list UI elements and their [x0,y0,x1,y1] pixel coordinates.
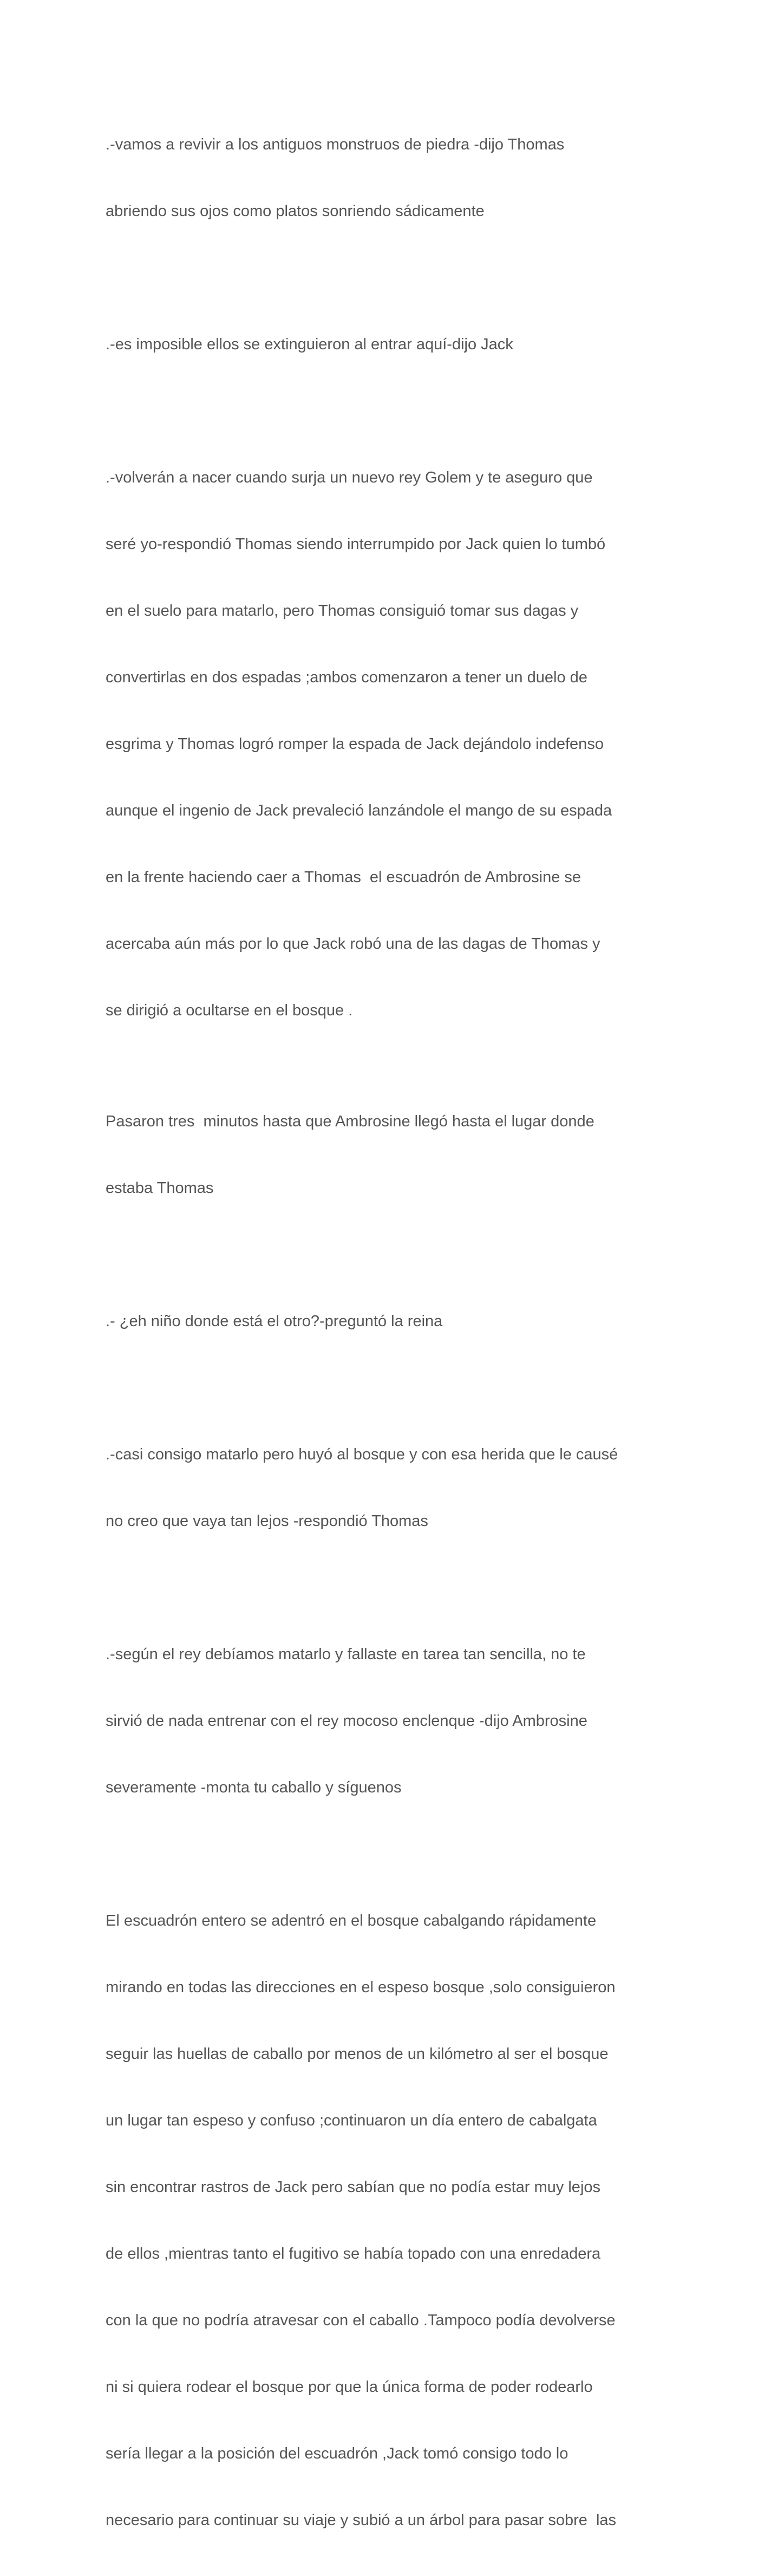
text-line: no creo que vaya tan lejos -respondió Thomas [106,1512,428,1530]
text-line: de ellos ,mientras tanto el fugitivo se había topado con una enredadera [106,2245,601,2262]
paragraph-7 [106,1599,663,1843]
text-line: Pasaron tres minutos hasta que Ambrosine llegó hasta el lugar donde [106,1113,594,1130]
text-line: .-vamos a revivir a los antiguos monstruos de piedra -dijo Thomas [106,136,565,153]
text-line: .-volverán a nacer cuando surja un nuevo rey Golem y te aseguro que [106,469,593,486]
text-line: estaba Thomas [106,1179,214,1197]
text-line: .-según el rey debíamos matarlo y fallaste en tarea tan sencilla, no te [106,1646,586,1663]
text-line: .- ¿eh niño donde está el otro?-preguntó la reina [106,1313,443,1330]
paragraph-1 [106,89,663,267]
text-line: .-es imposible ellos se extinguieron al entrar aquí-dijo Jack [106,336,513,353]
text-line: convertirlas en dos espadas ;ambos comenzaron a tener un duelo de [106,669,587,686]
paragraph-5 [106,1266,663,1377]
paragraph-4 [106,1066,663,1244]
paragraph-2 [106,289,663,400]
text-line: se dirigió a ocultarse en el bosque . [106,1002,353,1019]
text-line: El escuadrón entero se adentró en el bosque cabalgando rápidamente [106,1912,597,1929]
paragraph-3 [106,422,663,1066]
text-line: .-casi consigo matarlo pero huyó al bosque y con esa herida que le causé [106,1446,618,1463]
text-line: sin encontrar rastros de Jack pero sabían que no podía estar muy lejos [106,2179,601,2196]
text-line: esgrima y Thomas logró romper la espada de Jack dejándolo indefenso [106,735,604,753]
text-line: acercaba aún más por lo que Jack robó una de las dagas de Thomas y [106,935,600,953]
text-line: con la que no podría atravesar con el caballo .Tampoco podía devolverse [106,2312,616,2329]
paragraph-8 [106,1866,663,2576]
text-line: en el suelo para matarlo, pero Thomas consiguió tomar sus dagas y [106,602,579,619]
text-line: seré yo-respondió Thomas siendo interrumpido por Jack quien lo tumbó [106,536,606,553]
text-line: abriendo sus ojos como platos sonriendo sádicamente [106,203,485,220]
paragraph-6 [106,1399,663,1577]
text-line: sería llegar a la posición del escuadrón ,Jack tomó consigo todo lo [106,2445,568,2462]
text-line: en la frente haciendo caer a Thomas el escuadrón de Ambrosine se [106,869,581,886]
text-line: ni si quiera rodear el bosque por que la única forma de poder rodearlo [106,2378,593,2396]
text-line: sirvió de nada entrenar con el rey mocoso enclenque -dijo Ambrosine [106,1712,587,1730]
text-line: aunque el ingenio de Jack prevaleció lanzándole el mango de su espada [106,802,612,819]
text-line: un lugar tan espeso y confuso ;continuaron un día entero de cabalgata [106,2112,597,2129]
text-line: mirando en todas las direcciones en el espeso bosque ,solo consiguieron [106,1979,616,1996]
document-body [106,89,663,2576]
text-line: severamente -monta tu caballo y síguenos [106,1779,402,1796]
text-line: seguir las huellas de caballo por menos de un kilómetro al ser el bosque [106,2045,609,2063]
text-line: necesario para continuar su viaje y subió a un árbol para pasar sobre las [106,2512,617,2529]
